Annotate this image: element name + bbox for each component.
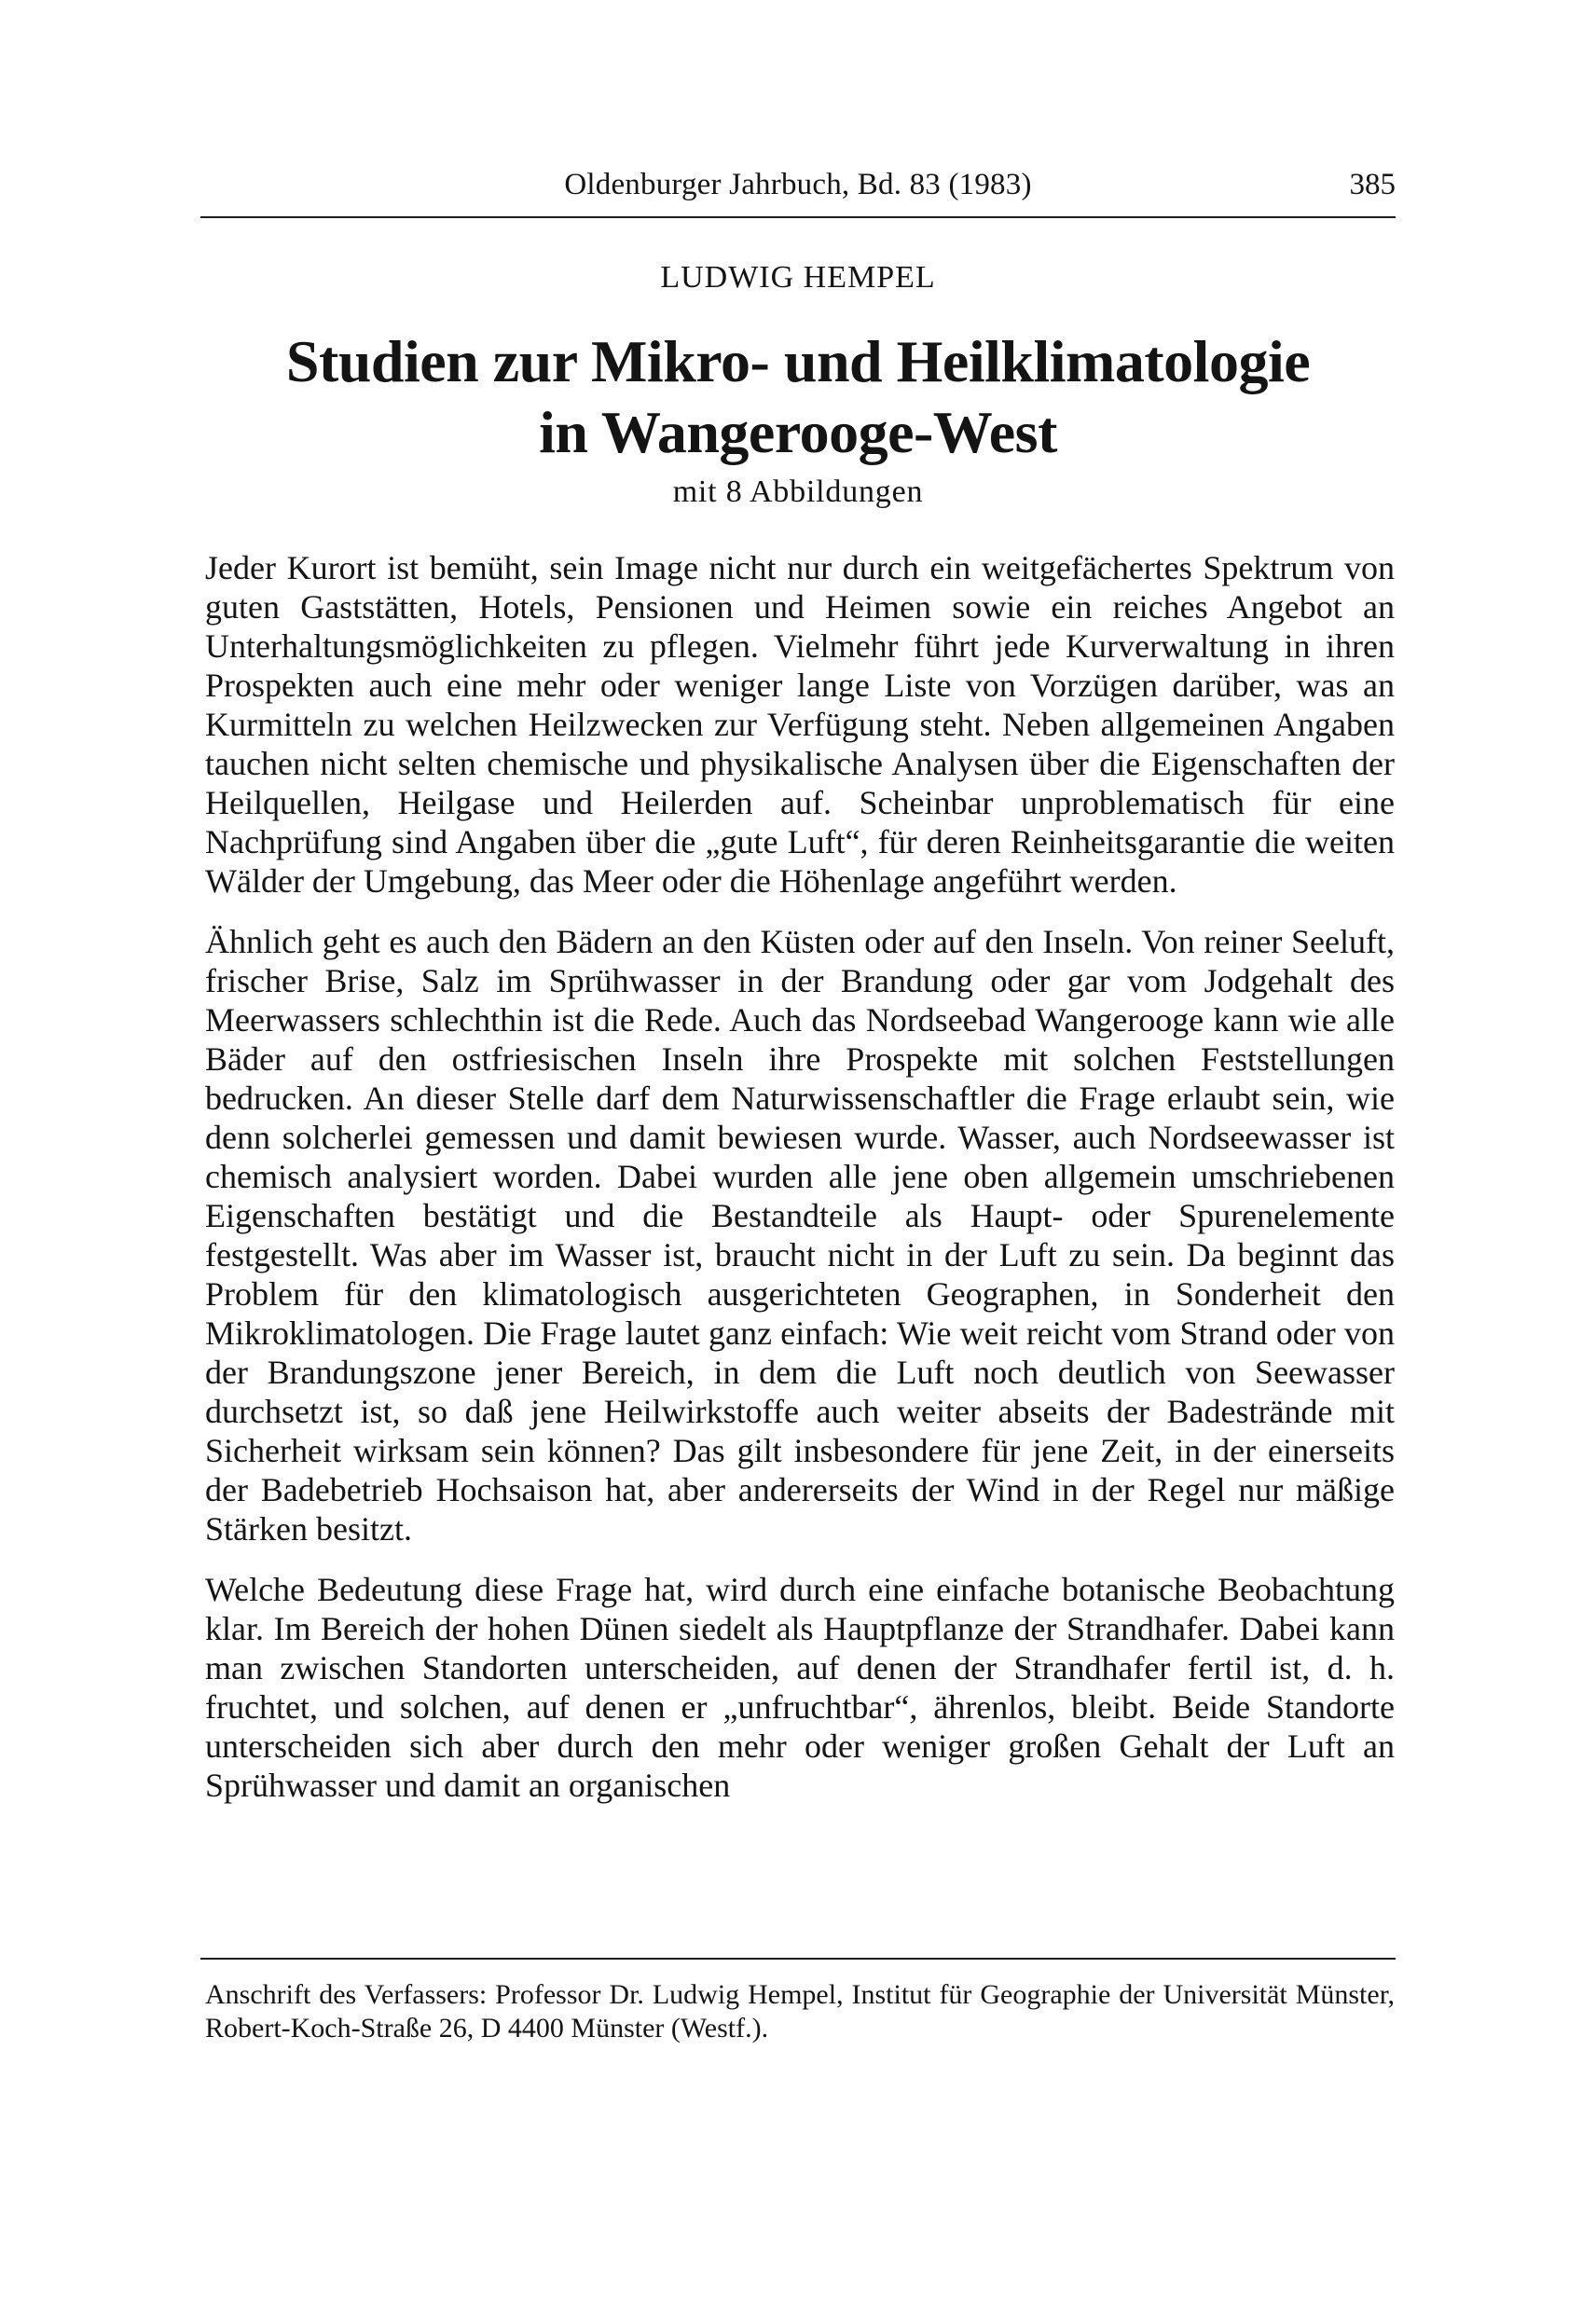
paragraph-3: Welche Bedeutung diese Frage hat, wird durch eine einfache botanische Beobachtung klar. Im Bereich der hohen Dünen siedelt als Hauptpflanze der Strandhafer. Dabei kann man zwischen Standorten unterscheiden, auf denen der Strandhafer fertil ist, d. h. fruchtet, und solchen, auf denen er „unfruchtbar“, ährenlos, bleibt. Beide Standorte unterscheiden sich aber durch den mehr oder weniger großen Gehalt der Luft an Sprühwasser und damit an organischen: [205, 1571, 1395, 1804]
page-header: [200, 166, 1396, 218]
footnote-divider: [200, 1958, 1396, 1960]
article-author: LUDWIG HEMPEL: [660, 260, 936, 295]
body-text: [205, 548, 1395, 1826]
paragraph-1: Jeder Kurort ist bemüht, sein Image nicht nur durch ein weitgefächertes Spektrum von guten Gaststätten, Hotels, Pensionen und Heimen sowie ein reiches Angebot an Unterhaltungsmöglichkeiten zu pflegen. Vielmehr führt jede Kurverwaltung in ihren Prospekten auch eine mehr oder weniger lange Liste von Vorzügen darüber, was an Kurmitteln zu welchen Heilzwecken zur Verfügung steht. Neben allgemeinen Angaben tauchen nicht selten chemische und physikalische Analysen über die Eigenschaften der Heilquellen, Heilgase und Heilerden auf. Scheinbar unproblematisch für eine Nachprüfung sind Angaben über die „gute Luft“, für deren Reinheitsgarantie die weiten Wälder der Umgebung, das Meer oder die Höhenlage angeführt werden.: [205, 549, 1395, 900]
paragraph-2: Ähnlich geht es auch den Bädern an den Küsten oder auf den Inseln. Von reiner Seeluft, frischer Brise, Salz im Sprühwasser in der Brandung oder gar vom Jodgehalt des Meerwassers schlechthin ist die Rede. Auch das Nordseebad Wangerooge kann wie alle Bäder auf den ostfriesischen Inseln ihre Prospekte mit solchen Feststellungen bedrucken. An dieser Stelle darf dem Naturwissenschaftler die Frage erlaubt sein, wie denn solcherlei gemessen und damit bewiesen wurde. Wasser, auch Nordseewasser ist chemisch analysiert worden. Dabei wurden alle jene oben allgemein umschriebenen Eigenschaften bestätigt und die Bestandteile als Haupt- oder Spurenelemente festgestellt. Was aber im Wasser ist, braucht nicht in der Luft zu sein. Da beginnt das Problem für den klimatologisch ausgerichteten Geographen, in Sonderheit den Mikroklimatologen. Die Frage lautet ganz einfach: Wie weit reicht vom Strand oder von der Brandungszone jener Bereich, in dem die Luft noch deutlich von Seewasser durchsetzt ist, so daß jene Heilwirkstoffe auch weiter abseits der Badestrände mit Sicherheit wirksam sein können? Das gilt insbesondere für jene Zeit, in der einerseits der Badebetrieb Hochsaison hat, aber andererseits der Wind in der Regel nur mäßige Stärken besitzt.: [205, 923, 1395, 1548]
article-title-line-1: Studien zur Mikro- und Heilklimatologie: [285, 328, 1311, 394]
author-address-footnote: Anschrift des Verfassers: Professor Dr. Ludwig Hempel, Institut für Geographie der Universität Münster, Robert-Koch-Straße 26, D 4400 Münster (Westf.).: [205, 1979, 1395, 2044]
article-title-line-2: in Wangerooge-West: [539, 399, 1057, 465]
article-subtitle: mit 8 Abbildungen: [672, 475, 924, 509]
page-number: 385: [1349, 168, 1396, 201]
running-head: Oldenburger Jahrbuch, Bd. 83 (1983): [564, 168, 1032, 201]
article-title: [200, 326, 1396, 468]
